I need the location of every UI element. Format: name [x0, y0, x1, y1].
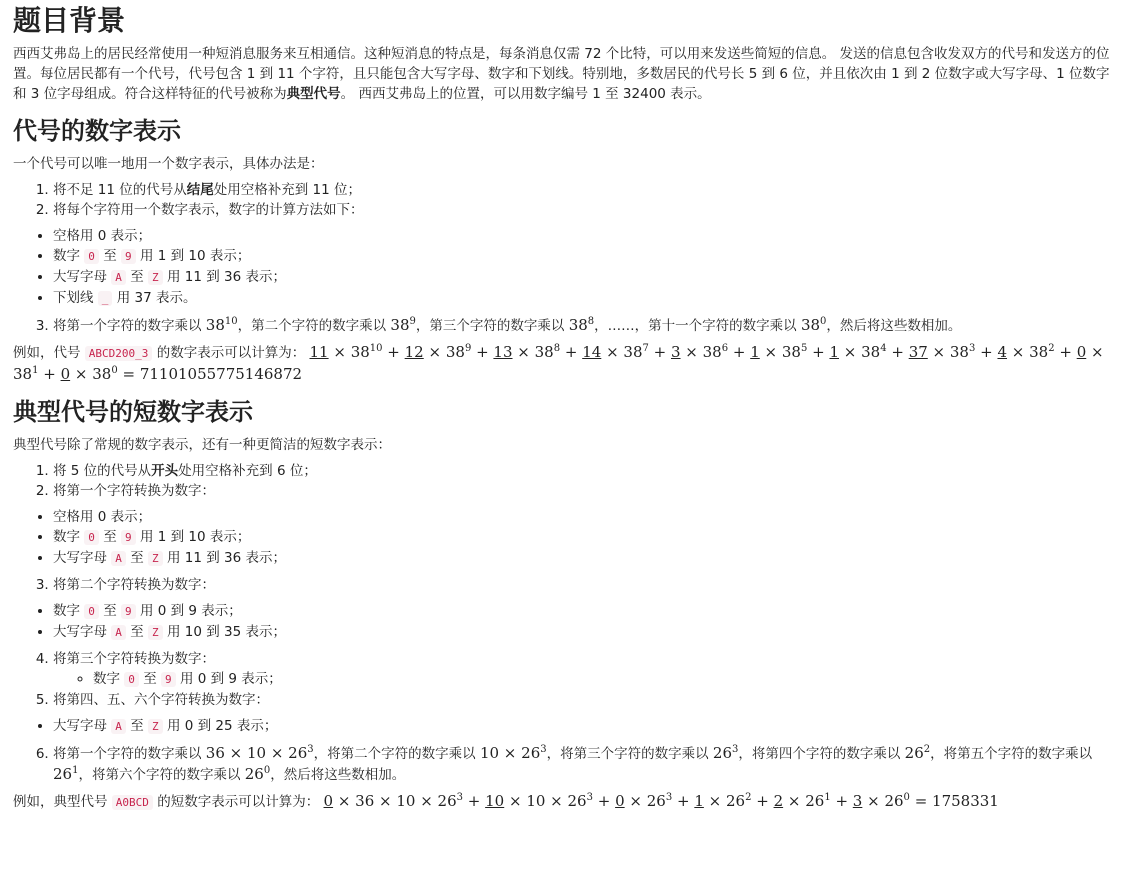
math-exp: 3: [307, 744, 314, 755]
text: 用 0 到 25 表示；: [166, 718, 278, 734]
text: ，将第四个字符的数字乘以: [738, 746, 901, 762]
math-digit: 2: [773, 792, 784, 810]
math-exp: 4: [880, 343, 887, 354]
math-exp: 10: [369, 343, 383, 354]
text: 例如，典型代号: [13, 794, 108, 810]
rule-digits: [93, 669, 1120, 690]
math-digit: 10: [485, 792, 505, 810]
math-digit: 3: [670, 343, 681, 361]
text: 数字: [53, 529, 80, 545]
rule-digits: [53, 527, 1120, 548]
math-exp: 1: [72, 765, 79, 776]
text: 至: [103, 529, 117, 545]
math-power: [390, 316, 415, 334]
code-z: Z: [148, 625, 163, 640]
code-zero: 0: [84, 530, 99, 545]
math-exp: 10: [224, 316, 238, 327]
rule-letters: [53, 716, 1120, 737]
code-nine: 9: [121, 604, 136, 619]
text: ，第三个字符的数字乘以: [415, 318, 565, 334]
math-term: [245, 765, 270, 783]
math-exp: 8: [553, 343, 561, 354]
example-formula: $0 \times 36 \times 10 \times 26^3 + 10 \times 10 \times 26^3 + 0 \times 26^3 + 1 \times 26^2 + 2 \times 26^1 + 3 \times 26^0 = 1758331$: [323, 792, 999, 810]
math-base: 26: [712, 744, 732, 762]
math-exp: 3: [732, 744, 739, 755]
math-digit: 13: [493, 343, 513, 361]
math-base: 38: [800, 316, 821, 334]
text: 大写字母: [53, 718, 107, 734]
short-steps-4-5: [13, 649, 1120, 710]
code-zero: 0: [84, 249, 99, 264]
rule-space: • 空格用 0 表示；: [53, 507, 1120, 527]
math-digit: 4: [997, 343, 1008, 361]
math-digit: 0: [615, 792, 625, 810]
numeric-step-2: 2. 将每个字符用一个数字表示，数字的计算方法如下：: [53, 200, 1120, 220]
math-exp: 1: [32, 365, 39, 376]
section-title-short-numeric: 典型代号的短数字表示: [13, 398, 253, 426]
code-nine: 9: [121, 530, 136, 545]
example-formula: $11 \times 38^{10} + 12 \times 38^9 + 13 \times 38^8 + 14 \times 38^7 + 3 \times 38^6 + 1 \times 38^5 + 1 \times 38^4 + 37 \times 38^3 + 4 \times 38^2 + 0 \times 38^1 + 0 \times 38^0 = 71101055775146872$: [13, 343, 1104, 383]
code-zero: 0: [84, 604, 99, 619]
text: 至: [103, 603, 117, 619]
math-digit: 1: [694, 792, 704, 810]
intro-paragraph: [13, 44, 1120, 104]
math-base: 38: [390, 316, 410, 334]
math-exp: 3: [540, 744, 547, 755]
code-underscore: _: [98, 291, 113, 306]
math-exp: 0: [820, 316, 827, 327]
numeric-lead: 一个代号可以唯一地用一个数字表示，具体办法是：: [13, 156, 324, 172]
short-step-6: [53, 743, 1120, 785]
math-digit: 3: [852, 792, 863, 810]
rule-space: • 空格用 0 表示；: [53, 226, 1120, 246]
text: ，……，第十一个字符的数字乘以: [594, 318, 797, 334]
code-zero: 0: [124, 672, 139, 687]
numeric-steps-cont: [13, 315, 1120, 336]
intro-bold-term: 典型代号: [286, 86, 341, 102]
math-base: 26: [53, 765, 73, 783]
rule-underscore: [53, 288, 1120, 309]
math-term: [713, 744, 738, 762]
text: 用 10 到 35 表示；: [166, 624, 286, 640]
math-digit: 11: [309, 343, 329, 361]
example-code: ABCD200_3: [85, 346, 153, 361]
code-nine: 9: [161, 672, 176, 687]
text: 处用空格补充到 6 位；: [178, 463, 317, 479]
math-base: 26: [244, 765, 264, 783]
short-step-4-rules: [53, 669, 1120, 690]
code-z: Z: [148, 719, 163, 734]
rule-digits: [53, 246, 1120, 267]
text: 用 11 到 36 表示；: [166, 550, 286, 566]
text: ，然后将这些数相加。: [270, 767, 406, 783]
math-base: 36 × 10 × 26: [205, 744, 308, 762]
math-base: 10 × 26: [479, 744, 541, 762]
text: 用 1 到 10 表示；: [139, 248, 251, 264]
math-base: 38: [205, 316, 225, 334]
text: ，将第六个字符的数字乘以: [78, 767, 241, 783]
text: 数字: [53, 248, 80, 264]
short-step-5: 5. 将第四、五、六个字符转换为数字：: [53, 690, 1120, 710]
text: 将不足 11 位的代号从: [53, 182, 187, 198]
math-exp: 7: [642, 343, 649, 354]
intro-text-2: 。 西西艾弗岛上的位置，可以用数字编号 1 至 32400 表示。: [340, 86, 711, 102]
math-exp: 2: [923, 744, 931, 755]
text: 大写字母: [53, 550, 107, 566]
math-digit: 12: [404, 343, 424, 361]
text: 至: [130, 550, 144, 566]
text: 数字: [93, 671, 120, 687]
rule-letters: [53, 548, 1120, 569]
rule-letters: [53, 267, 1120, 288]
text: 的短数字表示可以计算为：: [157, 794, 320, 810]
math-digit: 0: [1076, 343, 1087, 361]
math-exp: 5: [800, 343, 808, 354]
math-power: [206, 316, 238, 334]
math-power: [801, 316, 826, 334]
text: ，第二个字符的数字乘以: [237, 318, 387, 334]
math-digit: 0: [60, 365, 71, 383]
short-steps: [13, 461, 1120, 501]
math-exp: 9: [464, 343, 472, 354]
text: 例如，代号: [13, 345, 81, 361]
text: 用 11 到 36 表示；: [166, 269, 286, 285]
math-term: [905, 744, 930, 762]
text: 至: [130, 269, 144, 285]
code-z: Z: [148, 551, 163, 566]
short-step-5-rules: [13, 716, 1120, 737]
short-step-3-rules: [13, 601, 1120, 643]
text: 将第一个字符的数字乘以: [53, 318, 202, 334]
short-step-2: 2. 将第一个字符转换为数字：: [53, 481, 1120, 501]
numeric-char-rules: [13, 226, 1120, 309]
math-result: 1758331: [932, 792, 999, 810]
math-term: [53, 765, 78, 783]
text: 至: [130, 624, 144, 640]
math-digit: 1: [829, 343, 839, 361]
rule-letters: [53, 622, 1120, 643]
math-term: [480, 744, 547, 762]
code-a: A: [111, 625, 126, 640]
math-exp: 3: [968, 343, 976, 354]
math-exp: 6: [721, 343, 729, 354]
text: ，将第五个字符的数字乘以: [930, 746, 1093, 762]
math-digit: 14: [582, 343, 602, 361]
math-base: 26: [904, 744, 924, 762]
code-z: Z: [148, 270, 163, 285]
text: 用 37 表示。: [116, 290, 197, 306]
section-title-numeric: 代号的数字表示: [13, 117, 181, 145]
short-example: [13, 791, 1120, 813]
short-step-1: [53, 461, 1120, 481]
code-a: A: [111, 551, 126, 566]
math-exp: 2: [1048, 343, 1055, 354]
math-exp: 0: [111, 365, 118, 376]
text: 大写字母: [53, 269, 107, 285]
section-title-background: 题目背景: [13, 4, 126, 37]
short-steps-3: [13, 575, 1120, 595]
text: 下划线: [53, 290, 94, 306]
math-exp: 0: [263, 765, 271, 776]
text: 用 0 到 9 表示；: [179, 671, 282, 687]
bold-term: 结尾: [186, 182, 214, 198]
short-step-4: [53, 649, 1120, 690]
text: 数字: [53, 603, 80, 619]
code-a: A: [111, 719, 126, 734]
text: 将第三个字符转换为数字：: [53, 651, 215, 667]
text: 至: [143, 671, 157, 687]
text: 将第一个字符的数字乘以: [53, 746, 202, 762]
math-exp: 8: [587, 316, 595, 327]
math-exp: 9: [409, 316, 416, 327]
math-result: 71101055775146872: [139, 365, 303, 383]
math-digit: 1: [750, 343, 760, 361]
math-digit: 37: [908, 343, 928, 361]
short-steps-6: [13, 743, 1120, 785]
example-code: A0BCD: [112, 795, 153, 810]
numeric-step-3: [53, 315, 1120, 336]
code-a: A: [111, 270, 126, 285]
short-step-3: 3. 将第二个字符转换为数字：: [53, 575, 1120, 595]
short-lead: 典型代号除了常规的数字表示，还有一种更简洁的短数字表示：: [13, 437, 391, 453]
bold-term: 开头: [151, 463, 179, 479]
numeric-example: [13, 342, 1120, 385]
text: ，将第二个字符的数字乘以: [313, 746, 476, 762]
short-step-2-rules: [13, 507, 1120, 569]
text: ，然后将这些数相加。: [826, 318, 962, 334]
code-nine: 9: [121, 249, 136, 264]
math-power: [569, 316, 594, 334]
numeric-step-1: [53, 180, 1120, 200]
math-base: 38: [568, 316, 588, 334]
text: 至: [130, 718, 144, 734]
text: 处用空格补充到 11 位；: [213, 182, 362, 198]
text: 的数字表示可以计算为：: [156, 345, 306, 361]
intro-text-1: 西西艾弗岛上的居民经常使用一种短消息服务来互相通信。这种短消息的特点是，每条消息仅需 72 个比特，可以用来发送些简短的信息。 发送的信息包含收发双方的代号和发送方的位置。每位居民都有一个代号，代号包含 1 到 11 个字符，且只能包含大写字母、数字和下划线。特别地，多数居民的代号长 5 到 6 位，并且依次由 1 到 2 位数字或大写字母、1 位数字和 3 位字母组成。符合这样特征的代号被称为: [13, 46, 1110, 102]
math-digit: 0: [323, 792, 334, 810]
text: 大写字母: [53, 624, 107, 640]
text: 用 0 到 9 表示；: [139, 603, 242, 619]
numeric-steps: [13, 180, 1120, 220]
text: ，将第三个字符的数字乘以: [546, 746, 709, 762]
text: 用 1 到 10 表示；: [139, 529, 251, 545]
text: 将 5 位的代号从: [53, 463, 152, 479]
rule-digits: [53, 601, 1120, 622]
math-term: [206, 744, 314, 762]
text: 至: [103, 248, 117, 264]
